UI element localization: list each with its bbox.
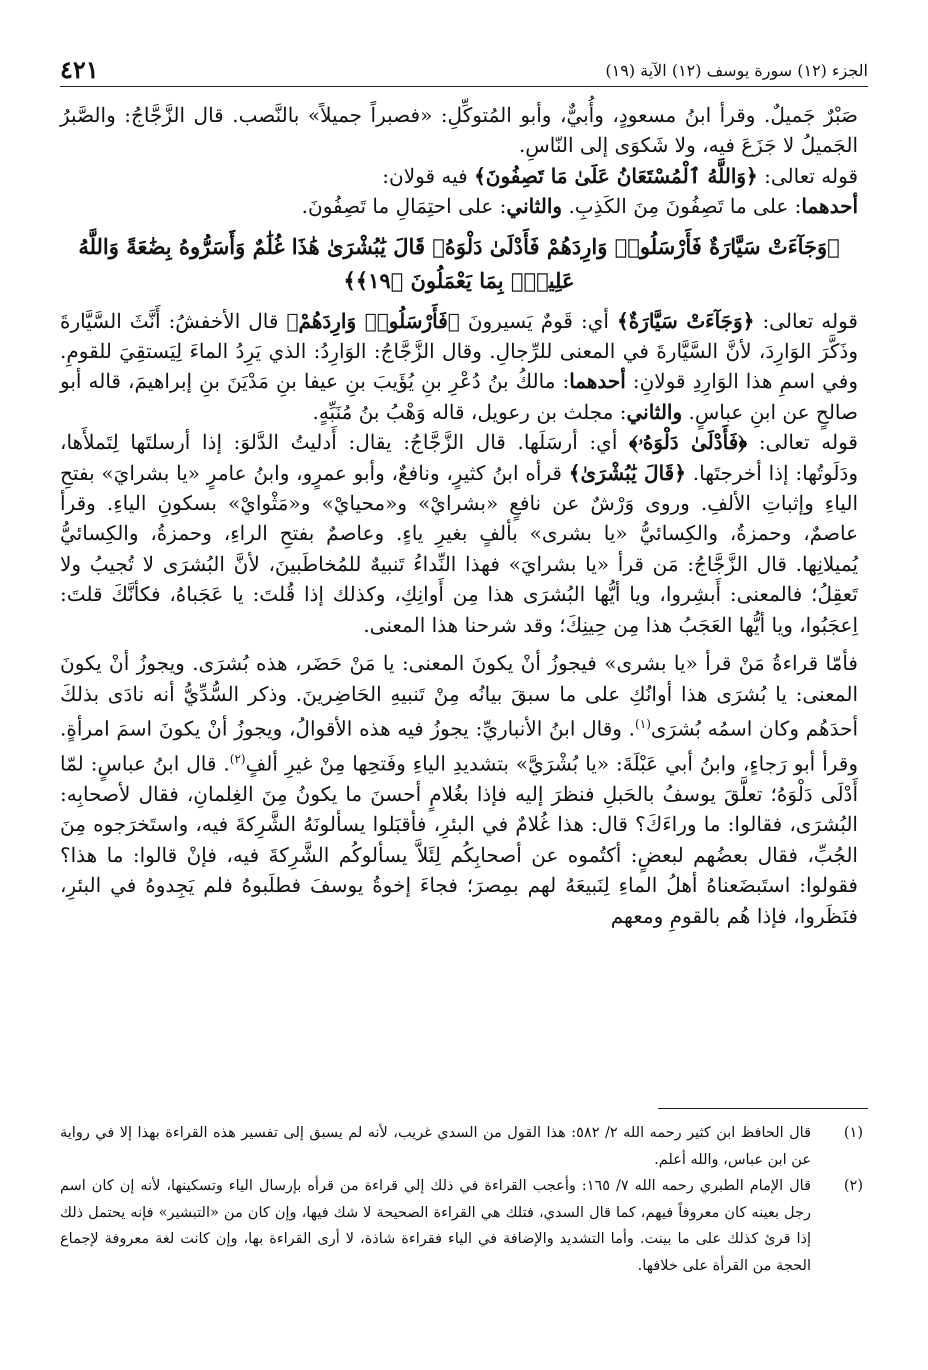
footnote-ref[interactable]: (٢) [229, 751, 246, 766]
opinion-label: أحدهما [569, 369, 626, 394]
footnote-number: (١) [843, 1125, 863, 1141]
footnote-divider [658, 1108, 868, 1109]
paragraph-text: صَبْرٌ جَميلٌ. وقرأ ابنُ مسعودٍ، وأُبيٌّ، وأبو المُتوكِّلِ: «فصبراً جميلاً» بالنَّصب. قال الزَّجَّاجُ: والصَّبرُ الجَميلُ لا جَزَعَ فيه، ولا شَكوَى إلى النّاسِ. [60, 103, 858, 158]
footnotes [60, 1120, 863, 1279]
opinion-label: والثاني [626, 399, 683, 424]
paragraph-sabr [60, 100, 858, 161]
paragraph-text: قوله تعالى: [757, 163, 858, 188]
quran-quote: ﴿قَالَ يَٰبُشْرَىٰ﴾ [568, 460, 686, 485]
paragraph-text: قوله تعالى: [747, 430, 858, 455]
paragraph-text: أي: أرسَلَها. قال الزَّجَّاجُ: يقال: أَدليتُ الدَّلوَ: إذا أرسلتَها لِتَملأَها، ودَلَوتُها: إذا أخرجتَها. [60, 430, 858, 485]
paragraph-text: : على ما تَصِفُونَ مِنَ الكَذِبِ. [562, 194, 802, 219]
paragraph-dalw [60, 427, 858, 640]
quran-quote: ﴿وَجَآءَتْ سَيَّارَةٌ﴾ [616, 308, 755, 333]
paragraph-musta-an [60, 161, 858, 191]
footnote-item [60, 1173, 863, 1279]
paragraph-sayyara [60, 306, 858, 428]
paragraph-text: قال الأخفشُ: أَنَّثَ السَّيَّارةَ وذَكَّرَ الوَارِدَ، لأنَّ السَّيَّارةَ في المعنى للرِّجالِ. وقال الزَّجَّاجُ: الوَارِدُ: الذي يَرِدُ الماءَ لِيَستقِيَ للقومِ. وفي اسمِ هذا الوَارِدِ قولانِ: [60, 308, 859, 394]
quran-quote: ﴿وَاللَّهُ ٱلْمُسْتَعَانُ عَلَىٰ مَا تَصِفُونَ﴾ [474, 163, 758, 188]
paragraph-text: قرأه ابنُ كثيرٍ، ونافعٌ، وأبو عمرٍو، وابنُ عامرٍ «يا بشرايَ» بفتحِ الياءِ وإثباتِ الألفِ. وروى وَرْشٌ عن نافعٍ «بشرايْ» و«محيايْ» و«مَثْوايْ» بسكونِ الياءِ. وقرأ عاصمٌ، وحمزةُ، والكِسائيُّ «يا بشرى» بألفٍ بغيرِ ياءٍ. وعاصمٌ بفتحِ الراءِ، وحمزةُ، والكِسائيُّ يُميلانِها. قال الزَّجَّاجُ: مَن قرأ «يا بشرايَ» فهذا النِّداءُ تَنبيهٌ للمُخاطَبينَ، لأنَّ البُشرَى لا تُجيبُ ولا تَعقِلُ؛ فالمعنى: أَبشِروا، ويا أيُّها البُشرَى هذا مِن أَوانِكِ، وكذلك إذا قُلتَ: يا عَجَباهُ، فكأنَّكَ قلتَ: اِعجَبُوا، ويا أيُّها العَجَبُ هذا مِن حِينِكَ؛ وقد شرحنا هذا المعنى. [60, 460, 858, 637]
page-header [60, 50, 868, 87]
paragraph-text: . وقال ابنُ الأنباريِّ: يجوزُ فيه هذه الأقوالُ، ويجوزُ أنْ يكونَ اسمَ امرأةٍ. وقرأ أبو رَجاءٍ، وابنُ أبي عَبْلَةَ: «يا بُشْرَيَّ» بتشديدِ الياءِ وفَتحِها مِنْ غيرِ ألفٍ [60, 716, 859, 776]
footnote-number: (٢) [843, 1178, 863, 1194]
paragraph-text: : مجلث بن رعويل، قاله وَهْبُ بنُ مُنَبِّهٍ. [312, 399, 627, 424]
paragraph-text: : مالكُ بنُ دُعْرِ بنِ يُؤَيبَ بنِ عيفا بنِ مَدْيَنَ بنِ إبراهيمَ، قاله أبو صالحٍ عن ابنِ عباسٍ. [60, 369, 858, 424]
paragraph-text: . قال ابنُ عباسٍ: لمّا أَدْلَى دَلْوَهُ؛ تعلَّقَ يوسفُ بالحَبلِ فنظرَ إليه فإذا بغُلامٍ أحسنَ ما يكونُ مِنَ الغِلمانِ، فقال لأصحابِه: البُشرَى، فقالوا: ما وراءَكَ؟ قال: هذا غُلامٌ في البئرِ، فأقبَلوا يسألونَهُ الشَّرِكةَ فيه، واستَخرَجوه مِنَ الجُبِّ، فقال بعضُهم لبعضٍ: أكتُموه عن أصحابِكُم لِئَلاَّ يسألوكُم الشَّرِكةَ فيه، فإنْ قالوا: ما هذا؟ فقولوا: استَبضَعناهُ أهلُ الماءِ لِنَبيعَهُ لهم بمِصرَ؛ فجاءَ إخوةُ يوسفَ فطلَبوهُ فلم يَجِدوهُ في البئرِ، فنَظَروا، فإذا هُم بالقومِ ومعهم [60, 751, 858, 928]
paragraph-text: فأمّا قراءةُ مَنْ قرأ «يا بشرى» فيجوزُ أنْ يكونَ المعنى: يا مَنْ حَضَر، هذه بُشرَى. ويجوزُ أنْ يكونَ المعنى: يا بُشرَى هذا أوانُكِ على ما سبقَ بيانُه مِنْ تَنبيهِ الحَاضِرينَ. وذكر السُّدِّيُّ أنه نادَى بذلكَ أحدَهُم وكان اسمُه بُشرَى [60, 651, 858, 741]
paragraph-text: قوله تعالى: [754, 308, 858, 333]
footnote-text: قال الإمام الطبري رحمه الله ٧/ ١٦٥: وأعجب القراءة في ذلك إلي قراءة من قرأه بإرسال الياء وتسكينها، لأنه إن كان اسم رجل بعينه كان معروفاً فيهم، كما قال السدي، فتلك هي القراءة الصحيحة لا شك فيها، وإن كان من «التبشير» فإنه يحتمل ذلك إذا قرئ كذلك على ما بينت. وأما التشديد والإضافة في الياء فقراءة شاذة، لا أرى القراءة بها، وإن كانت لغة معروفة لإجماع الحجة من القرأة على خلافها. [60, 1178, 811, 1274]
footnote-item [60, 1120, 863, 1173]
quran-quote: ﴿فَأَدْلَىٰ دَلْوَهُۥ﴾ [629, 430, 748, 455]
quran-quote: ﴿فَأَرْسَلُوا۟ وَارِدَهُمْ﴾ [286, 308, 460, 333]
opinion-label: والثاني [506, 194, 563, 219]
opinion-label: أحدهما [801, 194, 858, 219]
footnote-ref[interactable]: (١) [635, 716, 651, 731]
footnote-text: قال الحافظ ابن كثير رحمه الله ٢/ ٥٨٢: هذا القول من السدي غريب، لأنه لم يسبق إلى تفسير هذه القراءة بهذا إلا في رواية عن ابن عباس، والله أعلم. [60, 1125, 811, 1168]
page-number: ٤٢١ [60, 55, 99, 84]
paragraph-text: : على احتِمَالِ ما تَصِفُونَ. [301, 194, 507, 219]
paragraph-text: فيه قولان: [382, 163, 475, 188]
paragraph-two-opinions [60, 191, 858, 221]
paragraph-text: أي: قَومٌ يَسيرونَ [459, 308, 617, 333]
verse-text: ﴿وَجَآءَتْ سَيَّارَةٌ فَأَرْسَلُوا۟ وَارِدَهُمْ فَأَدْلَىٰ دَلْوَهُۥ قَالَ يَٰبُشْرَىٰ هَٰذَا غُلَٰمٌ وَأَسَرُّوهُ بِضَٰعَةً وَاللَّهُ عَلِيمٌۢ بِمَا يَعْمَلُونَ ﴿١٩﴾﴾ [78, 233, 840, 293]
verse-19 [60, 230, 858, 298]
running-title: الجزء (١٢) سورة يوسف (١٢) الآية (١٩) [605, 61, 868, 80]
paragraph-bushra [60, 648, 858, 931]
main-text [60, 100, 858, 931]
